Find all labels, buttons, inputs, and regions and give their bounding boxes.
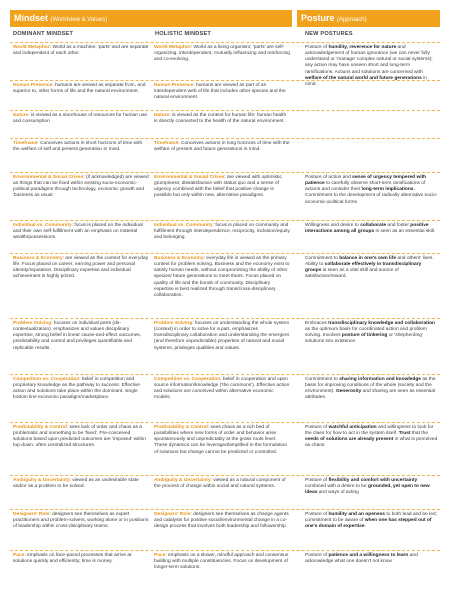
cell-text: and foster	[386, 223, 411, 228]
row-term: Competition vs. Cooperation	[13, 377, 80, 382]
cell-text: humility, reverence for nature	[328, 45, 397, 50]
cell-text: patience and a willingness to learn	[328, 553, 409, 558]
cell-text: Willingness and desire to	[305, 223, 361, 228]
cell-text: to both lead and be led; commitment to be aware of	[305, 512, 437, 524]
dominant-cell	[13, 256, 149, 281]
cell-text: : focus is placed on the individual and their own self-fulfillment with an emphasis on material wealth/possessions.	[13, 223, 143, 241]
holistic-cell	[154, 141, 290, 153]
cell-text: : emphasis on face-paced processes that arrive at solutions quickly and efficiently; time is money.	[13, 553, 132, 565]
cell-text: watchful anticipation	[328, 425, 377, 430]
cell-text: sharing information and knowledge	[339, 377, 421, 382]
cell-text: is seen as a vital skill and source of satisfaction/reward.	[305, 268, 399, 280]
cell-text: to carefully observe short-term ramifications of actions and consider their	[305, 181, 426, 193]
cell-text: Embraces	[305, 321, 329, 326]
cell-text: seeds of solutions are already present	[305, 437, 394, 443]
mindset-title: Mindset	[14, 13, 49, 23]
table-row	[10, 318, 440, 375]
row-term: Business & Economy	[13, 256, 63, 261]
cell-text: Commitment to	[305, 256, 340, 261]
cell-text: : everyday life is viewed as the primary context for problem solving. Business and the economy exist to satisfy human needs, without compromising the ability of other species/ future generations to meet theirs. Focus placed on quality of life and the bonds of community. Disciplinary expertise is best realized through trans/cross-disciplinary collaboration.	[154, 256, 290, 298]
row-term: Environmental & Social Crises	[13, 175, 84, 180]
cell-text: : World as a living organism; 'parts' are self-organizing, interdependent, mutually influencing and reinforcing and co-evolving.	[154, 45, 290, 63]
dominant-cell	[13, 45, 149, 57]
row-term: Designers' Role	[13, 512, 50, 517]
dominant-cell	[13, 141, 149, 153]
row-term: Environmental & Social Crises	[154, 175, 225, 180]
cell-text: long-term implications	[361, 187, 414, 193]
cell-text: : viewed as a natural component of the process of change within social and natural systems.	[154, 478, 286, 490]
row-term: Individual vs. Community	[13, 223, 72, 228]
row-term: Pace	[154, 553, 166, 558]
row-term: Pace	[13, 553, 25, 558]
dominant-cell	[13, 512, 149, 530]
cell-text: : World as a machine; 'parts' and are separate and independent of each other.	[13, 45, 149, 57]
dominant-cell	[13, 175, 149, 200]
table-row	[10, 138, 440, 173]
posture-cell	[305, 478, 438, 496]
holistic-cell	[154, 223, 290, 241]
cell-text: .	[364, 524, 366, 530]
dominant-cell	[13, 478, 149, 490]
row-term: Ambiguity & Uncertainty	[13, 478, 70, 483]
column-header-dominant: DOMINANT MINDSET	[13, 31, 74, 37]
column-header-holistic: HOLISTIC MINDSET	[155, 31, 212, 37]
holistic-cell	[154, 553, 290, 571]
row-term: Predictability & Control	[13, 425, 67, 430]
cell-text: : humans are viewed as separate from, and superior to, other forms of life and the natural environment.	[13, 83, 146, 95]
holistic-cell	[154, 425, 290, 456]
posture-cell	[305, 256, 438, 281]
cell-text: : is viewed as the context for human life; human health is directly connected to the health of the natural environment.	[154, 113, 287, 125]
cell-text: : designers see themselves as expert practitioners and problem-solvers, working alone or in positions of leadership within cross-disciplinary teams.	[13, 512, 149, 530]
row-term: Individual vs. Community	[154, 223, 213, 228]
row-term: Nature	[13, 113, 29, 118]
cell-text: when one has stepped out of one's domain of expertise	[305, 518, 432, 530]
row-term: World Metaphor	[154, 45, 191, 50]
cell-text: balance in one's own life	[339, 256, 397, 261]
cell-text: : sees lack of order and chaos as a problematic and something to be 'fixed'. Pre-conceived solutions based upon predicted outcomes are 'imposed' within top-down, often centralized structures.	[13, 425, 146, 449]
dominant-cell	[13, 553, 149, 565]
table-row	[10, 509, 440, 551]
cell-text: and sharing are seen as essential attributes.	[305, 389, 436, 401]
cell-text: as the optimum basis for coordinated action and problem solving. Involves	[305, 327, 427, 339]
cell-text: : sees chaos as a rich bed of possibilities where new forms of order and behavior arise spontaneously and unpredictably at the grass roots level. These dynamics can be leveraged/amplified in the formulation of solutions but change cannot be predicted or controlled.	[154, 425, 288, 455]
cell-text: : designers see themselves as change agents and catalysts for positive social/environmental change in a co-design process that involves both leadership and followership.	[154, 512, 289, 530]
cell-text: Trust	[398, 431, 411, 437]
holistic-cell	[154, 175, 290, 200]
cell-text: or 'shepherding' solutions into existence.	[305, 333, 423, 345]
cell-text: flexibility and comfort with uncertainty	[328, 478, 418, 483]
cell-text: Posture of	[305, 512, 329, 517]
table-row	[10, 422, 440, 476]
posture-cell	[305, 223, 438, 235]
table-row	[10, 253, 440, 319]
holistic-cell	[154, 512, 290, 530]
posture-cell	[305, 512, 438, 530]
holistic-cell	[154, 256, 290, 299]
row-term: Timeframe	[154, 141, 179, 146]
dominant-cell	[13, 223, 149, 241]
cell-text: and willingness to look for the clues for how to act in the system itself.	[305, 425, 434, 437]
holistic-cell	[154, 83, 290, 101]
cell-text: as the basis for improving conditions of the whole (society and the environment).	[305, 377, 436, 395]
posture-subtitle: (Approach)	[336, 17, 367, 23]
cell-text: : (if acknowledged) are viewed as things that can be fixed within existing socio-economic-political paradigms through technology, economic growth and 'business as usual.'	[13, 175, 149, 199]
row-term: Human Presence	[154, 83, 194, 88]
cell-text: : Conceives actions in short horizons of time with the welfare of self and present generation in mind.	[13, 141, 143, 153]
cell-text: and acknowledgement of human ignorance (we can never fully understand or 'manage' complex natural or social systems); any action may have unseen short and long-term ramifications. Actions and solutions are concerned with	[305, 45, 433, 75]
cell-text: in what is perceived as chaos	[305, 437, 438, 449]
row-term: Nature	[154, 113, 170, 118]
row-term: Competition vs. Cooperation	[154, 377, 221, 382]
cell-text: : are viewed with optimistic grumpiness; dissatisfaction with status quo and a sense of urgency combined with the belief that positive change is possible but only within new, alternative paradigms.	[154, 175, 282, 199]
cell-text: Posture of	[305, 45, 329, 50]
cell-text: that the	[410, 431, 429, 437]
mindset-subtitle: (Worldview & Values)	[50, 17, 108, 23]
mindset-header	[10, 10, 292, 27]
dominant-cell	[13, 321, 149, 352]
cell-text: : belief in cooperation and open source information/knowledge ('the commons'). Effective action and solutions are conceived within alternative economic models.	[154, 377, 290, 401]
cell-text: : emphasis on a slower, mindful approach and consensus building with multiple constituencies. Focus on development of longer-term solutions.	[154, 553, 289, 571]
cell-text: and acknowledge what one doesn't not know	[305, 553, 418, 565]
posture-cell	[305, 175, 438, 206]
cell-text: sense of urgency tempered with patience	[305, 175, 427, 187]
cell-text: : belief in competition and proprietary knowledge as the pathway to success. Effective action and solutions take place within the dominant, single bottom line economic paradigm/marketplace.	[13, 377, 140, 401]
row-term: Problem Solving	[154, 321, 193, 326]
cell-text: : are viewed as the context for everyday life. Focus placed on career, earning power and personal identity/reputation. Disciplinary expertise and individual achievement is highly prized.	[13, 256, 149, 280]
cell-text: transdisciplinary knowledge and collaboration	[328, 321, 436, 326]
cell-text: grounded, yet open to new ideas	[305, 484, 430, 496]
cell-text: Posture of action and	[305, 175, 353, 180]
cell-text: : humans are viewed as part of an interdependent web of life that includes other species and the natural environment.	[154, 83, 286, 101]
dominant-cell	[13, 113, 149, 125]
cell-text: Generosity	[335, 389, 362, 395]
cell-text: combined with a desire to be	[305, 484, 369, 490]
posture-cell	[305, 321, 438, 346]
row-term: Predictability & Control	[154, 425, 208, 430]
cell-text: Posture of	[305, 425, 329, 430]
cell-text: Commitment to	[305, 377, 340, 382]
dominant-cell	[13, 377, 149, 402]
cell-text: : focuses on understanding the whole system (context) in order to solve for a part, emphasizes transdisciplinary collaboration and understanding the emergent (and therefore unpredictable) properties of natural and social systems, privileges qualities and values.	[154, 321, 290, 351]
dominant-cell	[13, 83, 149, 95]
table-row	[10, 374, 440, 423]
cell-text: in mind.	[305, 75, 427, 87]
cell-text: humility and an openess	[328, 512, 385, 517]
cell-text: : focuses on individual parts (de-contextualization), emphasizes and values disciplinary expertise, strong belief in linear cause-and-effect outcomes, predictability and control and privileges quantifiable and replicable results.	[13, 321, 142, 351]
posture-cell	[305, 377, 438, 402]
row-term: Problem Solving	[13, 321, 52, 326]
cell-text: : viewed as an undesirable state and/or as a problem to be solved.	[13, 478, 139, 490]
holistic-cell	[154, 45, 290, 63]
cell-text: positive interactions among all groups	[305, 223, 429, 235]
cell-text: : focus is placed on community and fulfillment through interdependence, reciprocity, inclusion/equity and belonging.	[154, 223, 290, 241]
holistic-cell	[154, 377, 290, 402]
row-term: Human Presence	[13, 83, 53, 88]
posture-header	[297, 10, 440, 27]
cell-text: : is viewed as a storehouse of resources for human use and consumption	[13, 113, 148, 125]
dominant-cell	[13, 425, 149, 450]
cell-text: Posture of	[305, 553, 329, 558]
table-row	[10, 110, 440, 139]
cell-text: and ways of acting	[317, 490, 359, 496]
posture-cell	[305, 553, 438, 565]
holistic-cell	[154, 478, 290, 490]
row-term: Business & Economy	[154, 256, 204, 261]
holistic-cell	[154, 321, 290, 352]
cell-text: is seen as an essential skill.	[374, 229, 436, 235]
cell-text: welfare of the natural world and future generations	[305, 75, 422, 81]
cell-text: . Commitment to the development of radically alternative socio-economic-political forms.	[305, 187, 438, 205]
table-row	[10, 172, 440, 221]
posture-title: Posture	[301, 13, 335, 23]
cell-text: collaborate effectively in transdisciplinary groups	[305, 262, 422, 274]
table-row	[10, 80, 440, 111]
row-term: World Metaphor	[13, 45, 50, 50]
column-header-new-postures: NEW POSTURES	[305, 31, 353, 37]
cell-text: Posture of	[305, 478, 329, 483]
table-row	[10, 475, 440, 510]
cell-text: : Conceives actions in long horizons of time with the welfare of present and future generations in mind.	[154, 141, 290, 153]
table-row	[10, 550, 440, 571]
cell-text: posture of tinkering	[341, 333, 388, 339]
cell-text: and others' lives. Ability to	[305, 256, 434, 268]
posture-cell	[305, 425, 438, 450]
table-row	[10, 220, 440, 254]
row-term: Designers' Role	[154, 512, 191, 517]
cell-text: collaborate	[360, 223, 387, 228]
row-term: Timeframe	[13, 141, 38, 146]
row-term: Ambiguity & Uncertainty	[154, 478, 211, 483]
holistic-cell	[154, 113, 290, 125]
